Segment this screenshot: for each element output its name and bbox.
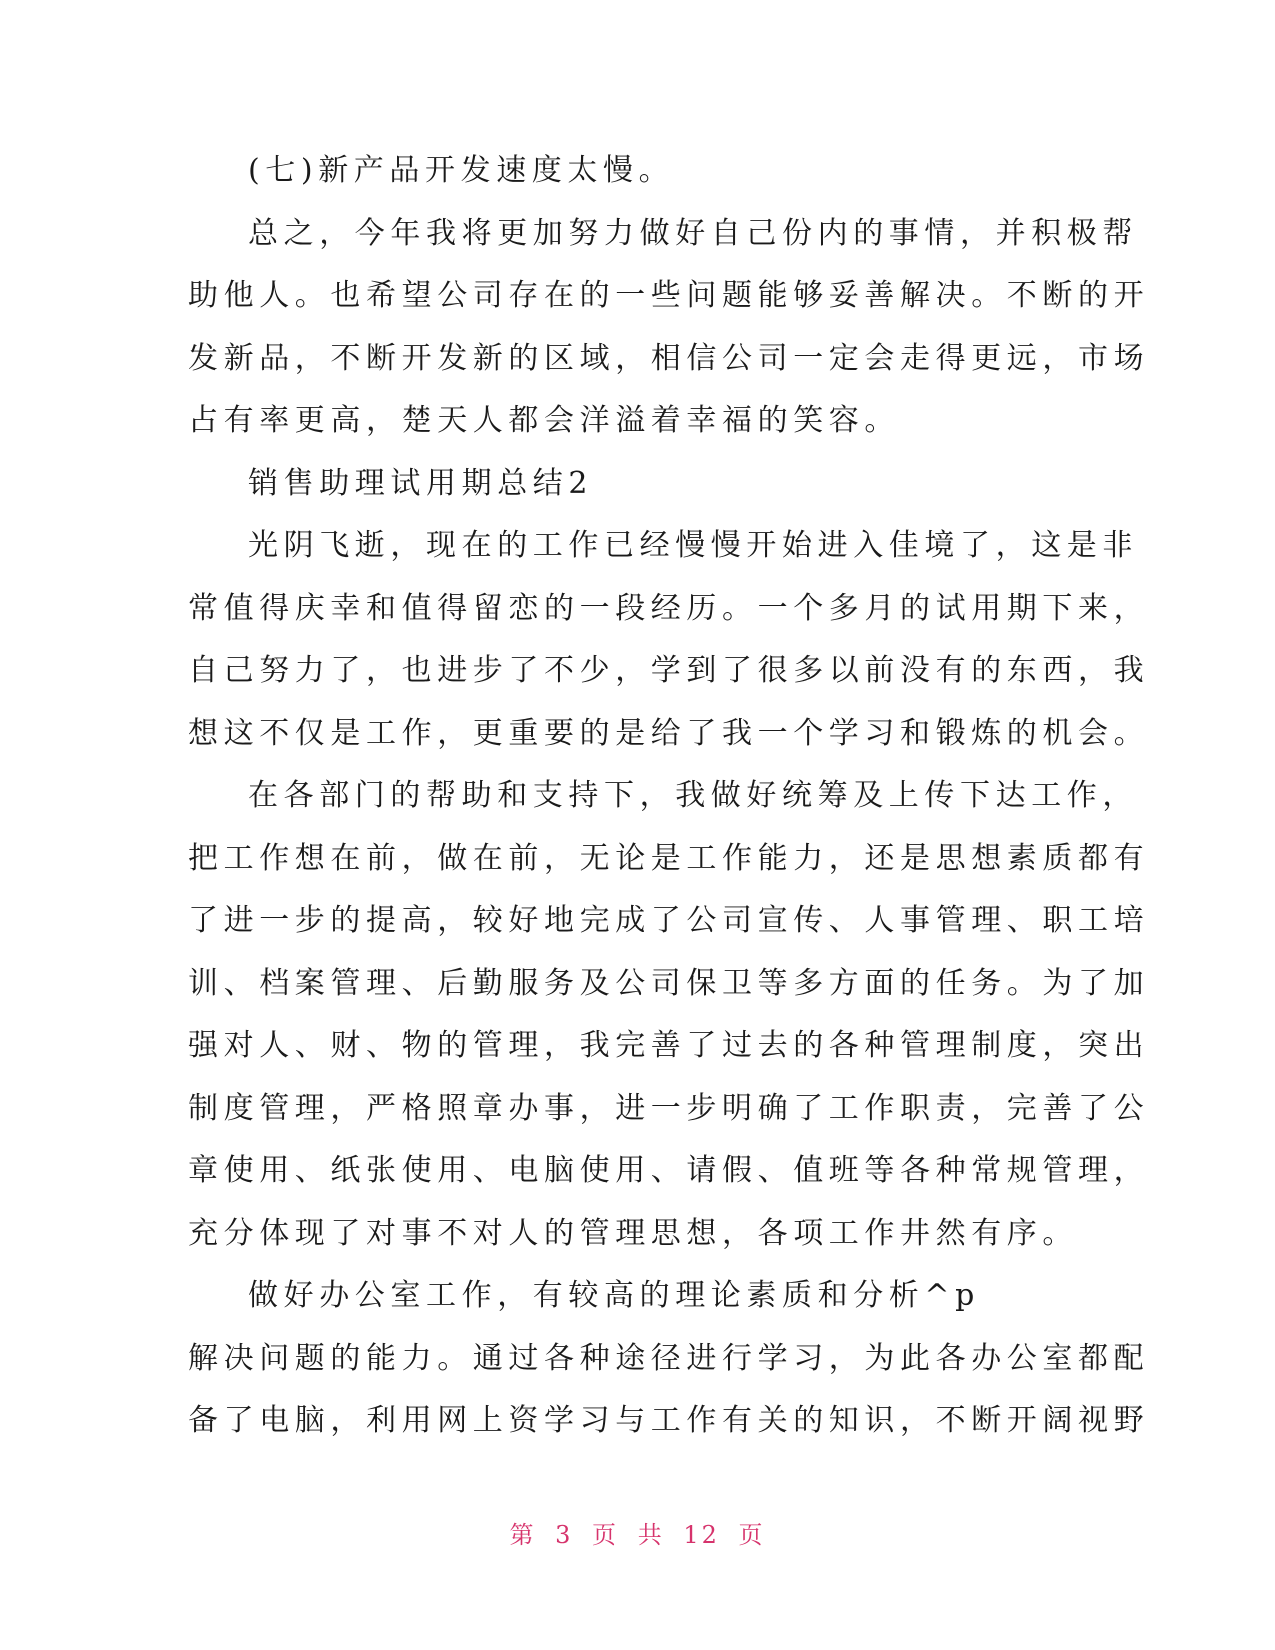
section-heading: 销售助理试用期总结2 — [248, 465, 594, 501]
body-line: 占有率更高，楚天人都会洋溢着幸福的笑容。 — [188, 403, 900, 438]
body-line: 常值得庆幸和值得留恋的一段经历。一个多月的试用期下来， — [188, 590, 1150, 626]
body-line: 备了电脑，利用网上资学习与工作有关的知识，不断开阔视野 — [188, 1403, 1150, 1438]
document-body — [188, 140, 1150, 1453]
body-line: 强对人、财、物的管理，我完善了过去的各种管理制度，突出 — [188, 1028, 1150, 1063]
body-line: 充分体现了对事不对人的管理思想，各项工作井然有序。 — [188, 1215, 1078, 1251]
footer-suffix: 页 — [738, 1521, 766, 1549]
body-line: 了进一步的提高，较好地完成了公司宣传、人事管理、职工培 — [188, 903, 1150, 938]
body-line: 做好办公室工作，有较高的理论素质和分析^p — [248, 1278, 980, 1313]
body-line: 总之，今年我将更加努力做好自己份内的事情，并积极帮 — [248, 215, 1138, 251]
current-page-number: 3 — [555, 1521, 574, 1549]
body-line: 在各部门的帮助和支持下，我做好统筹及上传下达工作， — [248, 778, 1138, 813]
body-line: (七)新产品开发速度太慢。 — [248, 153, 675, 188]
footer-mid: 页 — [592, 1521, 620, 1549]
body-line: 制度管理，严格照章办事，进一步明确了工作职责，完善了公 — [188, 1090, 1150, 1126]
body-line: 发新品，不断开发新的区域，相信公司一定会走得更远，市场 — [188, 340, 1150, 376]
page-footer — [0, 1515, 1275, 1550]
body-line: 解决问题的能力。通过各种途径进行学习，为此各办公室都配 — [188, 1340, 1150, 1376]
body-line: 自己努力了，也进步了不少，学到了很多以前没有的东西，我 — [188, 653, 1150, 688]
body-line: 助他人。也希望公司存在的一些问题能够妥善解决。不断的开 — [188, 278, 1150, 313]
body-line: 把工作想在前，做在前，无论是工作能力，还是思想素质都有 — [188, 840, 1150, 876]
footer-prefix: 第 — [509, 1521, 537, 1549]
footer-total-prefix: 共 — [637, 1521, 665, 1549]
total-pages-number: 12 — [683, 1521, 720, 1549]
body-line: 章使用、纸张使用、电脑使用、请假、值班等各种常规管理， — [188, 1153, 1150, 1188]
body-line: 训、档案管理、后勤服务及公司保卫等多方面的任务。为了加 — [188, 965, 1150, 1001]
body-line: 想这不仅是工作，更重要的是给了我一个学习和锻炼的机会。 — [188, 715, 1150, 751]
body-line: 光阴飞逝，现在的工作已经慢慢开始进入佳境了，这是非 — [248, 528, 1138, 563]
